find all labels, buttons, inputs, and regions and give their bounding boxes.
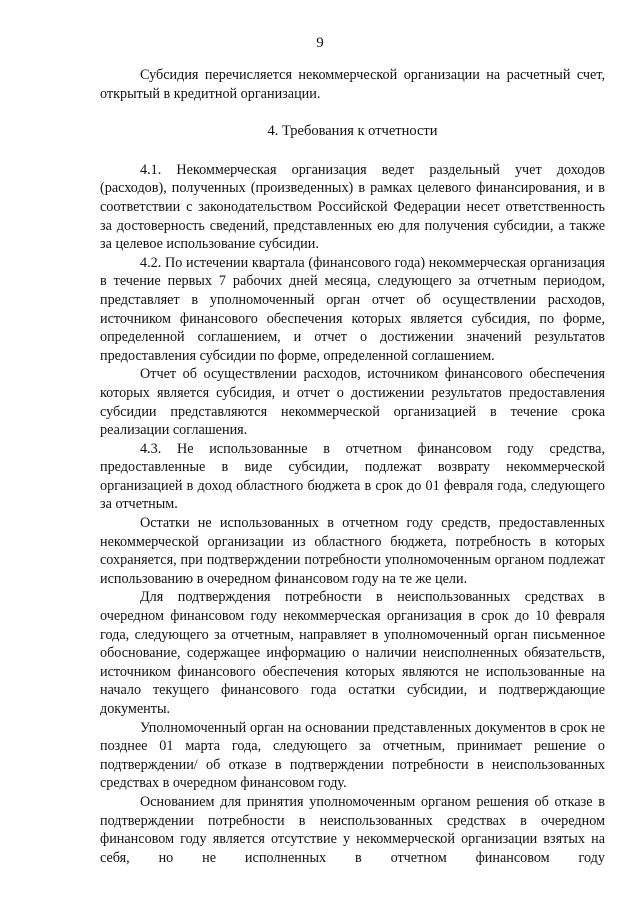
paragraph-remaining-funds: Остатки не использованных в отчетном году средств, предоставленных некоммерческой организации из областного бюджета, потребность в которых сохраняется, при подтверждении потребности уполномоченным органом подлежат использованию в очередном финансовом году на те же цели. — [100, 515, 605, 587]
page-number: 9 — [316, 35, 324, 51]
paragraph-4-1: 4.1. Некоммерческая организация ведет раздельный учет доходов (расходов), полученных (произведенных) в рамках целевого финансирования, и в соответствии с законодательством Российской Федерации несет ответственность за достоверность сведений, представленных ею для получения субсидии, а также за целевое использование субсидии. — [100, 161, 605, 253]
intro-paragraph: Субсидия перечисляется некоммерческой организации на расчетный счет, открытый в кредитной организации. — [100, 67, 605, 102]
paragraph-refusal-grounds: Основанием для принятия уполномоченным органом решения об отказе в подтверждении потребности в неиспользованных средствах в очередном финансовом году является отсутствие у некоммерческой организации взятых на себя, но не исполненных в отчетном финансовом году — [100, 793, 605, 866]
paragraph-4-2: 4.2. По истечении квартала (финансового года) некоммерческая организация в течение первых 7 рабочих дней месяца, следующего за отчетным периодом, представляет в уполномоченный орган отчет об осуществлении расходов, источником финансового обеспечения которых является субсидия, по форме, определенной соглашением, и отчет о достижении значений результатов предоставления субсидии по форме, определенной соглашением. — [100, 254, 605, 364]
paragraph-report-deadline: Отчет об осуществлении расходов, источником финансового обеспечения которых является субсидия, и отчет о достижении результатов предоставления субсидии представляются некоммерческой организацией в течение срока реализации соглашения. — [100, 366, 605, 439]
section-heading: 4. Требования к отчетности — [267, 123, 438, 140]
paragraph-4-3: 4.3. Не использованные в отчетном финансовом году средства, предоставленные в виде субсидии, подлежат возврату некоммерческой организацией в доход областного бюджета в срок до 01 февраля года, следующего за отчетным. — [100, 440, 605, 513]
document-body — [100, 66, 605, 867]
paragraph-authority-decision: Уполномоченный орган на основании представленных документов в срок не позднее 01 марта года, следующего за отчетным, принимает решение о подтверждении/ об отказе в подтверждении потребности в неиспользованных средствах в очередном финансовом году. — [100, 719, 605, 792]
paragraph-confirmation-request: Для подтверждения потребности в неиспользованных средствах в очередном финансовом году некоммерческая организация в срок до 10 февраля года, следующего за отчетным, направляет в уполномоченный орган письменное обоснование, содержащее информацию о наличии неисполненных обязательств, источником финансового обеспечения которых являются не использованные на начало текущего финансового года остатки субсидии, и подтверждающие документы. — [100, 589, 605, 717]
